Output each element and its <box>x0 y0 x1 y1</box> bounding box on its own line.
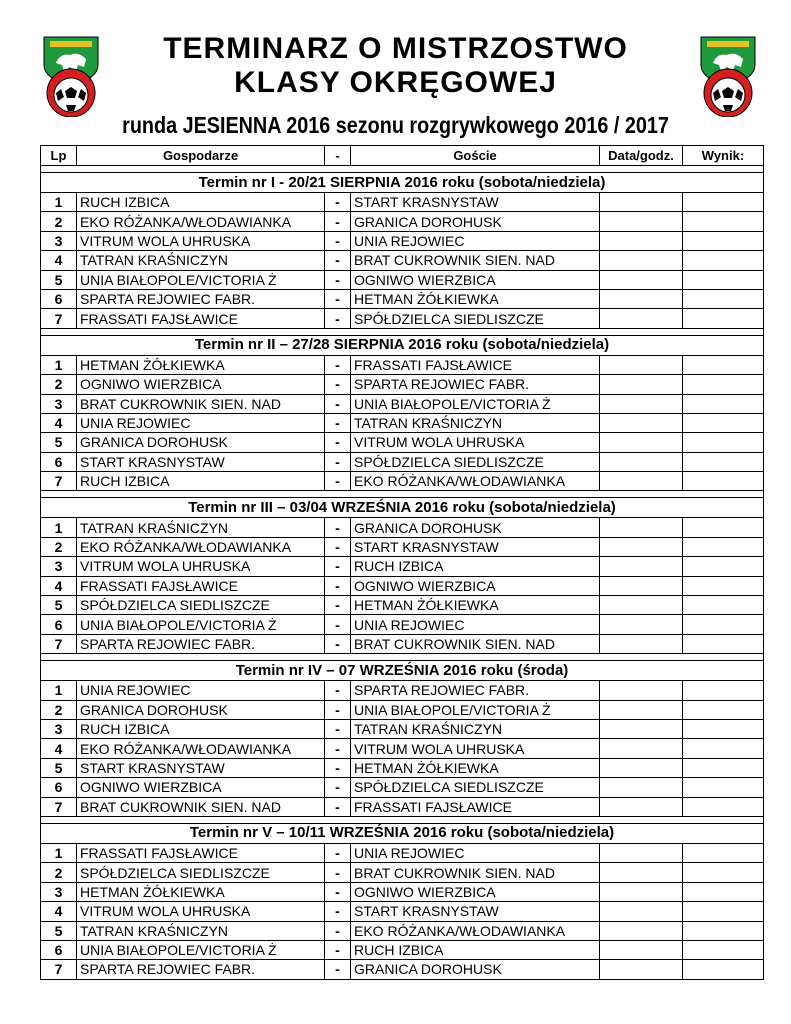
match-home-team: RUCH IZBICA <box>77 193 325 212</box>
match-dash: - <box>325 681 351 700</box>
match-lp: 4 <box>41 413 77 432</box>
match-away-team: GRANICA DOROHUSK <box>351 518 600 537</box>
match-row <box>41 739 764 758</box>
match-dash: - <box>325 394 351 413</box>
match-away-team: UNIA REJOWIEC <box>351 615 600 634</box>
match-away-team: SPARTA REJOWIEC FABR. <box>351 375 600 394</box>
match-home-team: GRANICA DOROHUSK <box>77 433 325 452</box>
match-lp: 7 <box>41 797 77 816</box>
match-lp: 1 <box>41 843 77 862</box>
match-result-cell <box>683 921 764 940</box>
match-home-team: START KRASNYSTAW <box>77 452 325 471</box>
match-result-cell <box>683 472 764 491</box>
match-date-cell <box>600 700 683 719</box>
match-home-team: GRANICA DOROHUSK <box>77 700 325 719</box>
match-home-team: OGNIWO WIERZBICA <box>77 375 325 394</box>
match-row <box>41 863 764 882</box>
document-title-line2: KLASY OKRĘGOWEJ <box>234 66 557 99</box>
match-dash: - <box>325 596 351 615</box>
match-row <box>41 576 764 595</box>
match-date-cell <box>600 797 683 816</box>
match-row <box>41 902 764 921</box>
match-date-cell <box>600 634 683 653</box>
match-row <box>41 615 764 634</box>
match-dash: - <box>325 537 351 556</box>
spacer-row <box>41 491 764 498</box>
match-dash: - <box>325 863 351 882</box>
match-dash: - <box>325 882 351 901</box>
match-away-team: HETMAN ŻÓŁKIEWKA <box>351 758 600 777</box>
match-lp: 2 <box>41 375 77 394</box>
match-dash: - <box>325 778 351 797</box>
match-lp: 6 <box>41 940 77 959</box>
match-date-cell <box>600 739 683 758</box>
match-row <box>41 882 764 901</box>
header-date: Data/godz. <box>600 146 683 166</box>
match-away-team: BRAT CUKROWNIK SIEN. NAD <box>351 251 600 270</box>
match-home-team: RUCH IZBICA <box>77 719 325 738</box>
match-result-cell <box>683 231 764 250</box>
match-home-team: FRASSATI FAJSŁAWICE <box>77 843 325 862</box>
match-result-cell <box>683 681 764 700</box>
match-date-cell <box>600 921 683 940</box>
match-lp: 3 <box>41 394 77 413</box>
match-result-cell <box>683 778 764 797</box>
match-lp: 6 <box>41 778 77 797</box>
match-away-team: START KRASNYSTAW <box>351 902 600 921</box>
match-lp: 6 <box>41 615 77 634</box>
match-row <box>41 557 764 576</box>
match-result-cell <box>683 309 764 328</box>
match-result-cell <box>683 193 764 212</box>
match-home-team: BRAT CUKROWNIK SIEN. NAD <box>77 797 325 816</box>
spacer-row <box>41 816 764 823</box>
match-lp: 4 <box>41 251 77 270</box>
match-away-team: UNIA BIAŁOPOLE/VICTORIA Ż <box>351 394 600 413</box>
match-lp: 4 <box>41 902 77 921</box>
match-lp: 5 <box>41 758 77 777</box>
match-home-team: UNIA BIAŁOPOLE/VICTORIA Ż <box>77 940 325 959</box>
match-home-team: SPÓŁDZIELCA SIEDLISZCZE <box>77 863 325 882</box>
match-date-cell <box>600 452 683 471</box>
match-home-team: TATRAN KRAŚNICZYN <box>77 518 325 537</box>
match-result-cell <box>683 634 764 653</box>
match-away-team: OGNIWO WIERZBICA <box>351 576 600 595</box>
header-lp: Lp <box>41 146 77 166</box>
header-dash: - <box>325 146 351 166</box>
match-date-cell <box>600 596 683 615</box>
match-home-team: RUCH IZBICA <box>77 472 325 491</box>
table-header-row <box>41 146 764 166</box>
match-away-team: BRAT CUKROWNIK SIEN. NAD <box>351 863 600 882</box>
match-result-cell <box>683 940 764 959</box>
match-away-team: EKO RÓŻANKA/WŁODAWIANKA <box>351 472 600 491</box>
match-row <box>41 375 764 394</box>
match-home-team: UNIA BIAŁOPOLE/VICTORIA Ż <box>77 615 325 634</box>
match-dash: - <box>325 433 351 452</box>
match-dash: - <box>325 758 351 777</box>
match-home-team: VITRUM WOLA UHRUSKA <box>77 902 325 921</box>
match-row <box>41 472 764 491</box>
match-date-cell <box>600 615 683 634</box>
match-home-team: UNIA BIAŁOPOLE/VICTORIA Ż <box>77 270 325 289</box>
match-date-cell <box>600 309 683 328</box>
match-home-team: START KRASNYSTAW <box>77 758 325 777</box>
match-row <box>41 758 764 777</box>
match-lp: 7 <box>41 472 77 491</box>
match-date-cell <box>600 537 683 556</box>
match-dash: - <box>325 413 351 432</box>
match-dash: - <box>325 719 351 738</box>
match-away-team: HETMAN ŻÓŁKIEWKA <box>351 596 600 615</box>
match-away-team: GRANICA DOROHUSK <box>351 960 600 979</box>
match-result-cell <box>683 433 764 452</box>
match-dash: - <box>325 739 351 758</box>
match-away-team: RUCH IZBICA <box>351 557 600 576</box>
match-away-team: GRANICA DOROHUSK <box>351 212 600 231</box>
match-home-team: SPARTA REJOWIEC FABR. <box>77 960 325 979</box>
match-lp: 1 <box>41 355 77 374</box>
match-result-cell <box>683 576 764 595</box>
match-date-cell <box>600 193 683 212</box>
match-date-cell <box>600 355 683 374</box>
match-lp: 1 <box>41 518 77 537</box>
match-away-team: SPARTA REJOWIEC FABR. <box>351 681 600 700</box>
match-dash: - <box>325 960 351 979</box>
match-row <box>41 596 764 615</box>
match-away-team: BRAT CUKROWNIK SIEN. NAD <box>351 634 600 653</box>
match-date-cell <box>600 375 683 394</box>
match-dash: - <box>325 843 351 862</box>
match-away-team: UNIA REJOWIEC <box>351 231 600 250</box>
round-title: Termin nr V – 10/11 WRZEŚNIA 2016 roku (sobota/niedziela) <box>41 823 764 843</box>
match-dash: - <box>325 615 351 634</box>
match-row <box>41 843 764 862</box>
round-title-row <box>41 335 764 355</box>
match-dash: - <box>325 557 351 576</box>
match-date-cell <box>600 231 683 250</box>
match-home-team: EKO RÓŻANKA/WŁODAWIANKA <box>77 212 325 231</box>
match-date-cell <box>600 518 683 537</box>
match-row <box>41 289 764 308</box>
round-title: Termin nr II – 27/28 SIERPNIA 2016 roku (sobota/niedziela) <box>41 335 764 355</box>
match-away-team: RUCH IZBICA <box>351 940 600 959</box>
match-lp: 4 <box>41 576 77 595</box>
match-date-cell <box>600 289 683 308</box>
match-dash: - <box>325 231 351 250</box>
match-away-team: START KRASNYSTAW <box>351 537 600 556</box>
match-lp: 7 <box>41 960 77 979</box>
match-away-team: HETMAN ŻÓŁKIEWKA <box>351 289 600 308</box>
match-row <box>41 681 764 700</box>
match-result-cell <box>683 557 764 576</box>
match-row <box>41 921 764 940</box>
match-lp: 2 <box>41 700 77 719</box>
match-date-cell <box>600 843 683 862</box>
match-home-team: SPARTA REJOWIEC FABR. <box>77 634 325 653</box>
match-away-team: TATRAN KRAŚNICZYN <box>351 719 600 738</box>
match-date-cell <box>600 960 683 979</box>
match-row <box>41 394 764 413</box>
round-title-row <box>41 498 764 518</box>
match-dash: - <box>325 940 351 959</box>
round-title-row <box>41 823 764 843</box>
match-date-cell <box>600 270 683 289</box>
match-lp: 4 <box>41 739 77 758</box>
match-lp: 7 <box>41 309 77 328</box>
match-dash: - <box>325 309 351 328</box>
match-dash: - <box>325 518 351 537</box>
match-away-team: FRASSATI FAJSŁAWICE <box>351 355 600 374</box>
match-result-cell <box>683 452 764 471</box>
spacer-cell <box>41 166 764 173</box>
match-result-cell <box>683 394 764 413</box>
match-lp: 3 <box>41 719 77 738</box>
match-row <box>41 251 764 270</box>
match-away-team: SPÓŁDZIELCA SIEDLISZCZE <box>351 778 600 797</box>
match-lp: 3 <box>41 882 77 901</box>
match-away-team: UNIA REJOWIEC <box>351 843 600 862</box>
match-home-team: HETMAN ŻÓŁKIEWKA <box>77 882 325 901</box>
match-dash: - <box>325 576 351 595</box>
spacer-cell <box>41 328 764 335</box>
round-title-row <box>41 661 764 681</box>
match-lp: 5 <box>41 270 77 289</box>
match-dash: - <box>325 193 351 212</box>
match-lp: 2 <box>41 537 77 556</box>
match-result-cell <box>683 863 764 882</box>
match-lp: 1 <box>41 681 77 700</box>
match-date-cell <box>600 251 683 270</box>
match-away-team: SPÓŁDZIELCA SIEDLISZCZE <box>351 309 600 328</box>
match-row <box>41 634 764 653</box>
match-home-team: EKO RÓŻANKA/WŁODAWIANKA <box>77 537 325 556</box>
match-date-cell <box>600 758 683 777</box>
header-home: Gospodarze <box>77 146 325 166</box>
match-lp: 5 <box>41 433 77 452</box>
match-lp: 6 <box>41 289 77 308</box>
match-result-cell <box>683 537 764 556</box>
match-date-cell <box>600 433 683 452</box>
match-row <box>41 700 764 719</box>
match-home-team: BRAT CUKROWNIK SIEN. NAD <box>77 394 325 413</box>
round-title: Termin nr III – 03/04 WRZEŚNIA 2016 roku (sobota/niedziela) <box>41 498 764 518</box>
match-row <box>41 355 764 374</box>
match-result-cell <box>683 797 764 816</box>
match-lp: 6 <box>41 452 77 471</box>
match-date-cell <box>600 940 683 959</box>
match-result-cell <box>683 960 764 979</box>
match-dash: - <box>325 355 351 374</box>
match-away-team: OGNIWO WIERZBICA <box>351 882 600 901</box>
match-away-team: FRASSATI FAJSŁAWICE <box>351 797 600 816</box>
spacer-cell <box>41 491 764 498</box>
match-away-team: START KRASNYSTAW <box>351 193 600 212</box>
match-result-cell <box>683 758 764 777</box>
round-title: Termin nr IV – 07 WRZEŚNIA 2016 roku (środa) <box>41 661 764 681</box>
match-result-cell <box>683 739 764 758</box>
match-row <box>41 452 764 471</box>
match-row <box>41 518 764 537</box>
match-away-team: VITRUM WOLA UHRUSKA <box>351 433 600 452</box>
match-row <box>41 960 764 979</box>
match-result-cell <box>683 518 764 537</box>
match-home-team: VITRUM WOLA UHRUSKA <box>77 231 325 250</box>
match-date-cell <box>600 681 683 700</box>
match-away-team: OGNIWO WIERZBICA <box>351 270 600 289</box>
match-lp: 3 <box>41 231 77 250</box>
match-result-cell <box>683 882 764 901</box>
match-result-cell <box>683 355 764 374</box>
match-home-team: VITRUM WOLA UHRUSKA <box>77 557 325 576</box>
header-result: Wynik: <box>683 146 764 166</box>
match-date-cell <box>600 863 683 882</box>
match-away-team: SPÓŁDZIELCA SIEDLISZCZE <box>351 452 600 471</box>
match-lp: 5 <box>41 921 77 940</box>
match-lp: 7 <box>41 634 77 653</box>
header-away: Goście <box>351 146 600 166</box>
match-date-cell <box>600 902 683 921</box>
match-row <box>41 193 764 212</box>
match-date-cell <box>600 778 683 797</box>
spacer-row <box>41 166 764 173</box>
match-dash: - <box>325 797 351 816</box>
match-dash: - <box>325 375 351 394</box>
match-home-team: SPARTA REJOWIEC FABR. <box>77 289 325 308</box>
spacer-cell <box>41 654 764 661</box>
match-lp: 5 <box>41 596 77 615</box>
match-date-cell <box>600 576 683 595</box>
match-result-cell <box>683 902 764 921</box>
match-row <box>41 778 764 797</box>
document-title-line1: TERMINARZ O MISTRZOSTWO <box>163 32 628 65</box>
spacer-cell <box>41 816 764 823</box>
match-result-cell <box>683 251 764 270</box>
match-result-cell <box>683 719 764 738</box>
match-dash: - <box>325 270 351 289</box>
match-dash: - <box>325 289 351 308</box>
match-row <box>41 413 764 432</box>
match-dash: - <box>325 902 351 921</box>
match-dash: - <box>325 212 351 231</box>
match-row <box>41 537 764 556</box>
match-result-cell <box>683 596 764 615</box>
match-row <box>41 270 764 289</box>
match-result-cell <box>683 289 764 308</box>
match-row <box>41 940 764 959</box>
match-home-team: FRASSATI FAJSŁAWICE <box>77 309 325 328</box>
match-row <box>41 231 764 250</box>
match-home-team: UNIA REJOWIEC <box>77 413 325 432</box>
match-dash: - <box>325 921 351 940</box>
match-lp: 1 <box>41 193 77 212</box>
match-result-cell <box>683 615 764 634</box>
match-result-cell <box>683 270 764 289</box>
match-result-cell <box>683 375 764 394</box>
match-row <box>41 719 764 738</box>
match-away-team: UNIA BIAŁOPOLE/VICTORIA Ż <box>351 700 600 719</box>
match-date-cell <box>600 882 683 901</box>
match-dash: - <box>325 634 351 653</box>
match-lp: 2 <box>41 863 77 882</box>
match-row <box>41 433 764 452</box>
match-home-team: SPÓŁDZIELCA SIEDLISZCZE <box>77 596 325 615</box>
spacer-row <box>41 654 764 661</box>
match-home-team: OGNIWO WIERZBICA <box>77 778 325 797</box>
match-away-team: TATRAN KRAŚNICZYN <box>351 413 600 432</box>
match-dash: - <box>325 472 351 491</box>
match-home-team: EKO RÓŻANKA/WŁODAWIANKA <box>77 739 325 758</box>
match-home-team: HETMAN ŻÓŁKIEWKA <box>77 355 325 374</box>
match-row <box>41 212 764 231</box>
match-lp: 3 <box>41 557 77 576</box>
match-lp: 2 <box>41 212 77 231</box>
match-result-cell <box>683 843 764 862</box>
schedule-table <box>40 145 764 980</box>
round-title-row <box>41 173 764 193</box>
match-date-cell <box>600 472 683 491</box>
match-away-team: EKO RÓŻANKA/WŁODAWIANKA <box>351 921 600 940</box>
match-date-cell <box>600 212 683 231</box>
match-result-cell <box>683 212 764 231</box>
match-home-team: TATRAN KRAŚNICZYN <box>77 251 325 270</box>
match-dash: - <box>325 700 351 719</box>
match-dash: - <box>325 452 351 471</box>
match-row <box>41 797 764 816</box>
match-date-cell <box>600 557 683 576</box>
match-home-team: FRASSATI FAJSŁAWICE <box>77 576 325 595</box>
round-title: Termin nr I - 20/21 SIERPNIA 2016 roku (sobota/niedziela) <box>41 173 764 193</box>
match-date-cell <box>600 719 683 738</box>
match-home-team: TATRAN KRAŚNICZYN <box>77 921 325 940</box>
match-result-cell <box>683 700 764 719</box>
match-result-cell <box>683 413 764 432</box>
match-dash: - <box>325 251 351 270</box>
match-home-team: UNIA REJOWIEC <box>77 681 325 700</box>
match-date-cell <box>600 413 683 432</box>
document-subtitle: runda JESIENNA 2016 sezonu rozgrywkowego 2016 / 2017 <box>122 112 669 138</box>
match-row <box>41 309 764 328</box>
match-date-cell <box>600 394 683 413</box>
spacer-row <box>41 328 764 335</box>
match-away-team: VITRUM WOLA UHRUSKA <box>351 739 600 758</box>
